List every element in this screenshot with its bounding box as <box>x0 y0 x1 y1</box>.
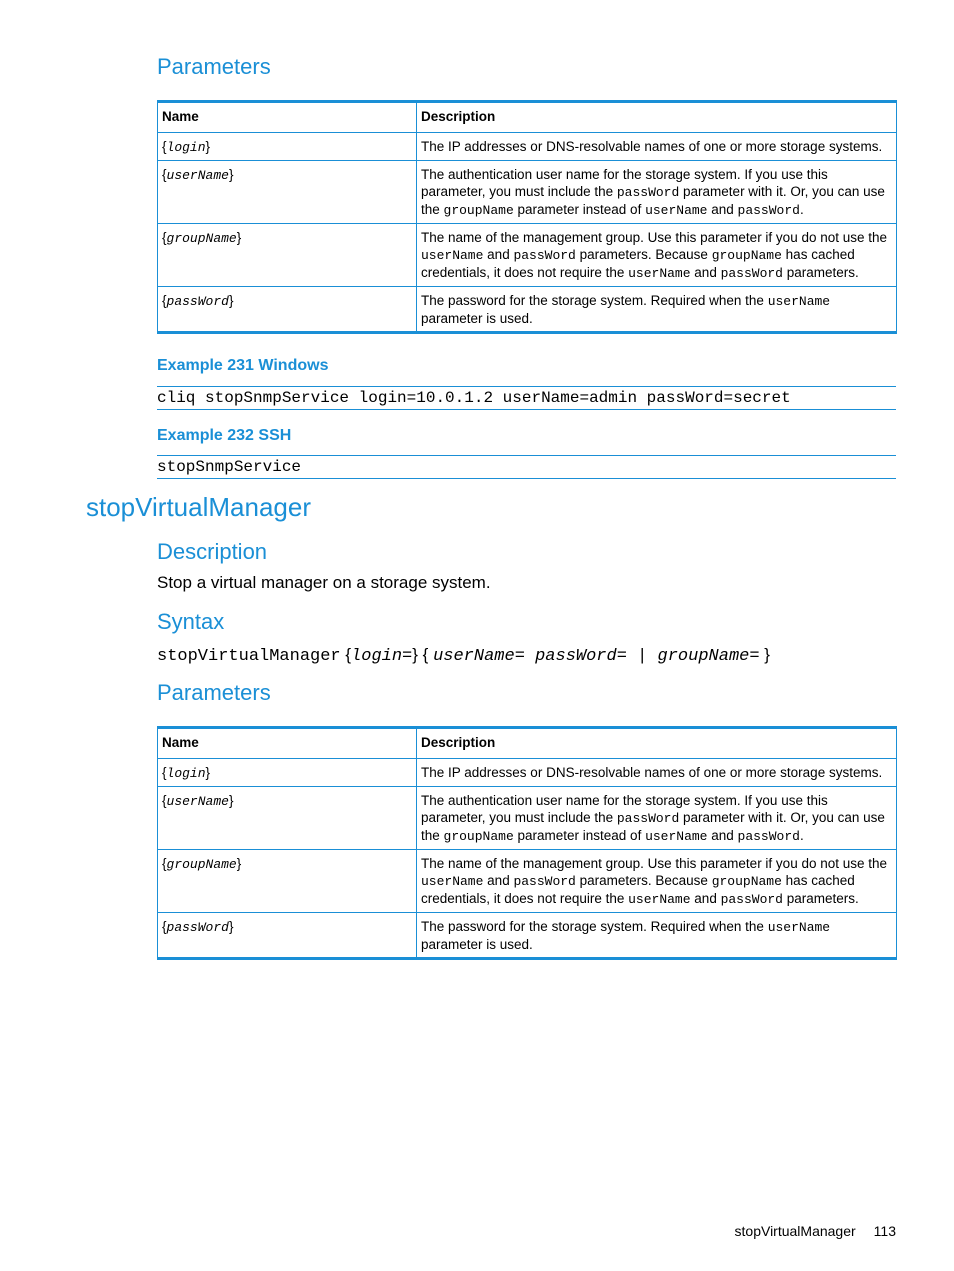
example-ssh-code: stopSnmpService <box>157 455 896 479</box>
table-row <box>158 133 897 161</box>
param-description: The authentication user name for the storage system. If you use this parameter, you must include the passWord parameter with it. Or, you can use the groupName parameter instead of userName and passWord. <box>417 787 897 850</box>
description-text: Stop a virtual manager on a storage system. <box>157 573 491 592</box>
param-description: The authentication user name for the storage system. If you use this parameter, you must include the passWord parameter with it. Or, you can use the groupName parameter instead of userName and passWord. <box>417 161 897 224</box>
table-row <box>158 913 897 959</box>
example-windows-title: Example 231 Windows <box>157 357 329 374</box>
table-row <box>158 787 897 850</box>
param-name: {userName} <box>158 787 417 850</box>
column-header-description: Description <box>417 728 897 759</box>
example-windows-code: cliq stopSnmpService login=10.0.1.2 userName=admin passWord=secret <box>157 386 896 410</box>
param-description: The name of the management group. Use this parameter if you do not use the userName and passWord parameters. Because groupName has cached credentials, it does not require the userName and passWord parameters. <box>417 224 897 287</box>
column-header-name: Name <box>158 102 417 133</box>
param-name: {groupName} <box>158 224 417 287</box>
parameters-table <box>157 726 897 960</box>
page-footer <box>717 1223 896 1239</box>
column-header-name: Name <box>158 728 417 759</box>
parameters-table <box>157 100 897 334</box>
param-name: {passWord} <box>158 913 417 959</box>
param-description: The IP addresses or DNS-resolvable names of one or more storage systems. <box>417 759 897 787</box>
column-header-description: Description <box>417 102 897 133</box>
param-name: {login} <box>158 759 417 787</box>
param-name: {userName} <box>158 161 417 224</box>
param-description: The password for the storage system. Required when the userName parameter is used. <box>417 913 897 959</box>
table-row <box>158 850 897 913</box>
footer-label: stopVirtualManager <box>734 1223 856 1239</box>
description-heading: Description <box>157 539 268 564</box>
syntax-heading: Syntax <box>157 609 225 634</box>
table-row <box>158 224 897 287</box>
page-number: 113 <box>873 1223 896 1239</box>
table-row <box>158 759 897 787</box>
param-name: {login} <box>158 133 417 161</box>
param-description: The name of the management group. Use this parameter if you do not use the userName and passWord parameters. Because groupName has cached credentials, it does not require the userName and passWord parameters. <box>417 850 897 913</box>
param-description: The IP addresses or DNS-resolvable names of one or more storage systems. <box>417 133 897 161</box>
example-ssh-title: Example 232 SSH <box>157 427 292 444</box>
table-row <box>158 161 897 224</box>
param-name: {passWord} <box>158 287 417 333</box>
command-title: stopVirtualManager <box>86 492 311 522</box>
param-description: The password for the storage system. Required when the userName parameter is used. <box>417 287 897 333</box>
syntax-line: stopVirtualManager {login=} { userName= passWord= | groupName= } <box>157 645 770 666</box>
param-name: {groupName} <box>158 850 417 913</box>
parameters-heading: Parameters <box>157 680 271 705</box>
table-row <box>158 287 897 333</box>
parameters-heading: Parameters <box>157 54 271 79</box>
